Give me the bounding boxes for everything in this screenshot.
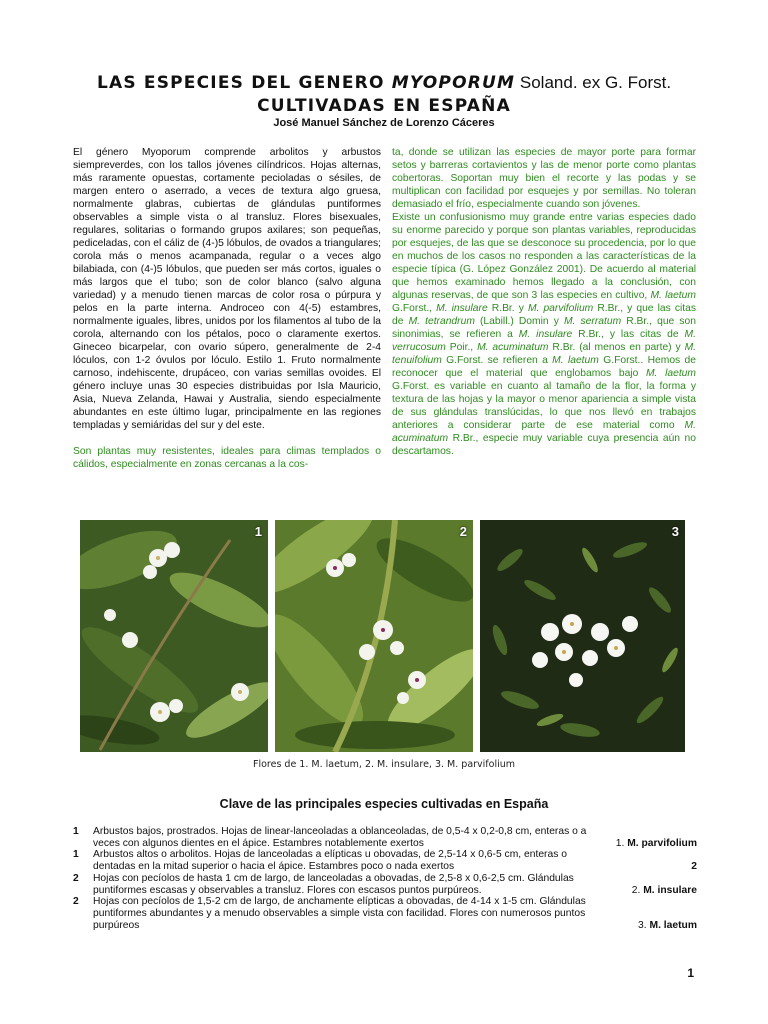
key-row: [73, 873, 697, 896]
key-lead-number: 2: [73, 872, 79, 884]
key-title: Clave de las principales especies cultivadas en España: [219, 797, 549, 811]
photo-caption: Flores de 1. M. laetum, 2. M. insulare, 3. M. parvifolium: [252, 759, 516, 770]
photo-strip: [80, 520, 685, 752]
key-lead-number: 1: [73, 826, 79, 837]
photo-number: 1: [254, 524, 262, 539]
cultivation-paragraph: Son plantas muy resistentes, ideales para climas templados o cálidos, especialmente en zonas cercanas a la cos-: [73, 446, 381, 470]
cultivation-paragraph-cont: ta, donde se utilizan las especies de mayor porte para formar setos y barreras cortavientos y las de menor porte como plantas cobertoras. Soportan muy bien el recorte y las podas y se multiplican con facilidad por esquejes y por semillas. No toleran demasiado el frío, especialmente cuando son jóvenes.: [392, 147, 696, 210]
key-lead-text: Hojas con pecíolos de 1,5-2 cm de largo, de anchamente elípticas a obovadas, de 4-14 x 1-5 cm. Glándulas puntiformes abundantes y a menudo observables a simple vista con facilidad. Flores con numerosos puntos purpúreos: [93, 896, 586, 931]
key-result: 1. M. parvifolium: [615, 837, 697, 849]
key-result: 2. M. insulare: [631, 884, 697, 896]
key-lead-text: Arbustos altos o arbolitos. Hojas de lanceoladas a elípticas u obovadas, de 2,5-14 x 0,6-5 cm, enteras o dentadas en la mitad superior o hacia el ápice. Estambres poco o nada exertos: [93, 849, 567, 873]
key-lead-text: Hojas con pecíolos de hasta 1 cm de largo, de lanceoladas a obovadas, de 2,5-8 x 0,6-2,5 cm. Glándulas puntiformes escasas y observables a transluz. Flores con escasos puntos purpúreos.: [93, 872, 574, 896]
left-column: [73, 146, 381, 471]
photo-m-parvifolium: [480, 520, 685, 752]
photo-m-laetum: [80, 520, 268, 752]
article-title: LAS ESPECIES DEL GENERO MYOPORUM Soland. ex G. Forst.: [96, 73, 672, 93]
identification-key: [73, 826, 697, 931]
author-line: José Manuel Sánchez de Lorenzo Cáceres: [273, 117, 495, 129]
right-column: [392, 146, 696, 458]
key-row: [73, 896, 697, 931]
key-lead-number: 1: [73, 849, 79, 861]
key-result: 3. M. laetum: [638, 919, 697, 931]
key-lead-text: Arbustos bajos, prostrados. Hojas de linear-lanceoladas a oblanceoladas, de 0,5-4 x 0,2-0,8 cm, enteras o a veces con algunos dientes en el ápice. Estambres notablemente exertos: [93, 826, 587, 849]
page-number: 1: [687, 966, 694, 980]
key-result: 2: [691, 861, 697, 873]
photo-number: 3: [671, 524, 679, 539]
taxonomy-paragraph: Existe un confusionismo muy grande entre varias especies dado su enorme parecido y porque son plantas variables, reproducidas por esquejes, de las que se desconoce su procedencia, por lo que en muchos de los casos no responden a las características de la especie típica (G. López González 2001). De acuerdo al material que hemos examinado hemos llegado a la conclusión, con algunas reservas, de que son 3 las especies en cultivo, M. laetum G.Forst., M. insulare R.Br. y M. parvifolium R.Br., y que las citas de M. tetrandrum (Labill.) Domin y M. serratum R.Br., que son sinonimias, se refieren a M. insulare R.Br., y las citas de M. verrucosum Poir., M. acuminatum R.Br. (al menos en parte) y M. tenuifolium G.Forst. se refieren a M. laetum G.Forst.. Hemos de reconocer que el material que englobamos bajo M. laetum G.Forst. es variable en cuanto al tamaño de la flor, la forma y textura de las hojas y la mayor o menor apariencia a simple vista de sus glándulas translúcidas, lo que nos llevó en trabajos anteriores a considerar parte de ese material como M. acuminatum R.Br., especie muy variable cuya presencia aún no descartamos.: [392, 212, 697, 457]
key-lead-number: 2: [73, 896, 79, 908]
intro-paragraph: El género Myoporum comprende arbolitos y arbustos siempreverdes, con los tallos jóvenes cilíndricos. Hojas alternas, más raramente opuestas, cortamente pecioladas o sésiles, de margen entero o aserrado, a veces de textura algo gruesa, normalmente glabras, cubiertas de glándulas puntiformes observables a simple vista o al transluz. Flores bisexuales, regulares, solitarias o formando grupos axilares; son pequeñas, pediceladas, con el cáliz de (4-)5 lóbulos, de ovados a triangulares; corola más o menos acampanada, regular o a veces algo bilabiada, con (4-)5 lóbulos, que pueden ser más cortos, iguales o más largos que el tubo; son de color blanco (salvo alguna variedad) y a menudo tienen marcas de color rosa o púrpura y pelos en la parte interna. Androceo con 4(-5) estambres, normalmente iguales, libres, unidos por los filamentos al tubo de la corola, alternando con los pétalos, poco o claramente exertos. Gineceo bicarpelar, con ovario súpero, generalmente de 2-4 lóculos, con 1-2 óvulos por lóculo. Estilo 1. Fruto normalmente carnoso, indehiscente, drupáceo, con varias semillas ovoides. El género incluye unas 30 especies distribuidas por Isla Mauricio, Asia, Nueva Zelanda, Hawai y Australia, siendo especialmente abundantes en este último lugar, principalmente en las regiones templadas y semiáridas del sur y del este.: [73, 147, 381, 431]
key-row: [73, 849, 697, 872]
key-row: [73, 826, 697, 849]
photo-number: 2: [459, 524, 467, 539]
photo-m-insulare: [275, 520, 473, 752]
article-subtitle: CULTIVADAS EN ESPAÑA: [257, 96, 511, 116]
